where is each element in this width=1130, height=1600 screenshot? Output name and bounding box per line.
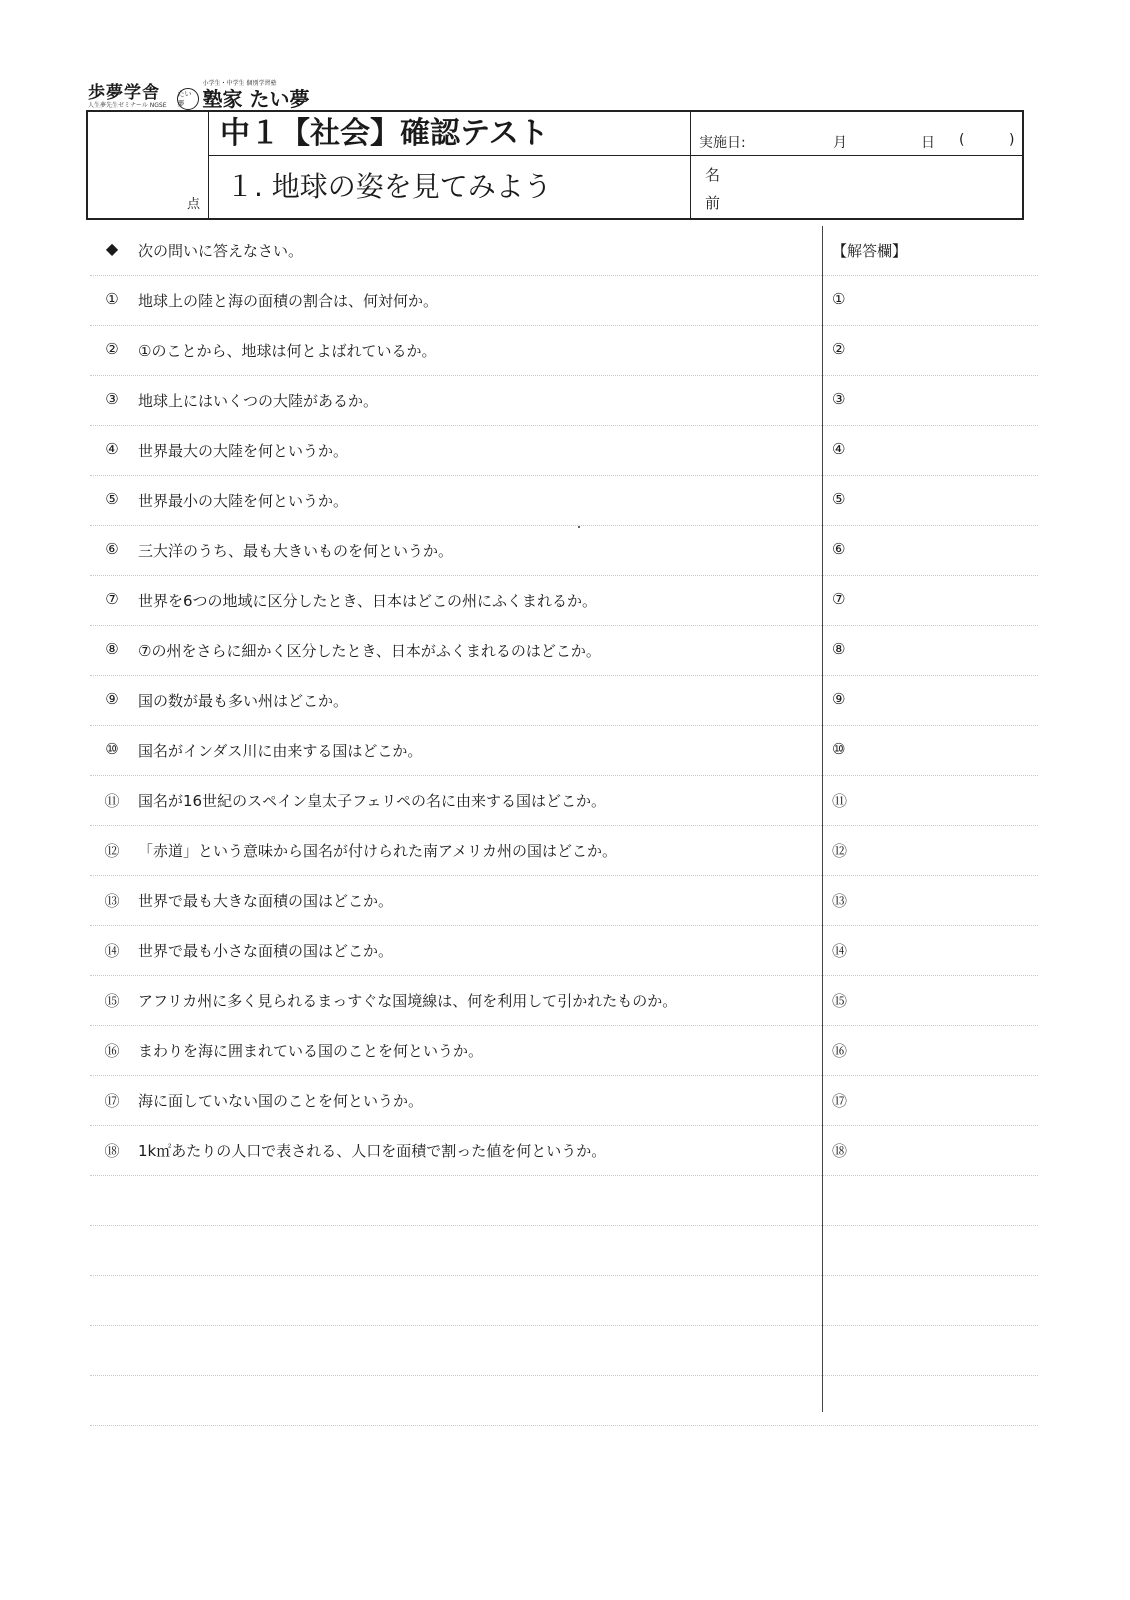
question-row	[90, 326, 1038, 376]
answer-field[interactable]: ①	[832, 290, 846, 308]
question-row	[90, 776, 1038, 826]
blank-row	[90, 1326, 1038, 1376]
answer-field[interactable]: ⑬	[832, 892, 848, 910]
question-row	[90, 1026, 1038, 1076]
page-title: 中１【社会】確認テスト	[220, 116, 549, 151]
score-box[interactable]	[88, 112, 209, 218]
question-text: アフリカ州に多く見られるまっすぐな国境線は、何を利用して引かれたものか。	[138, 992, 678, 1010]
blank-row	[90, 1376, 1038, 1426]
question-row	[90, 1126, 1038, 1176]
question-text: 国名が16世紀のスペイン皇太子フェリペの名に由来する国はどこか。	[138, 792, 607, 810]
question-row	[90, 426, 1038, 476]
answer-field[interactable]: ⑯	[832, 1042, 848, 1060]
answer-field[interactable]: ⑤	[832, 490, 846, 508]
question-number: ⑦	[105, 590, 119, 608]
date-box[interactable]	[691, 112, 1022, 156]
test-header	[86, 110, 1024, 220]
question-area	[90, 226, 1038, 1426]
brand-name: 塾家 たい夢	[202, 87, 310, 111]
school-sub: 人生夢先生ゼミナール NGSE	[88, 102, 167, 109]
weekday-paren-close: )	[1009, 132, 1015, 148]
weekday-paren-open: (	[959, 132, 965, 148]
question-number: ⑫	[104, 842, 120, 860]
question-number: ⑧	[105, 640, 119, 658]
question-text: 1k㎡あたりの人口で表される、人口を面積で割った値を何というか。	[138, 1142, 607, 1160]
answer-header: 【解答欄】	[832, 242, 908, 260]
answer-field[interactable]: ③	[832, 390, 846, 408]
question-text: まわりを海に囲まれている国のことを何というか。	[138, 1042, 484, 1060]
question-number: ⑩	[105, 740, 119, 758]
instruction-row	[90, 226, 1038, 276]
brand-mark-icon: たい夢	[177, 88, 199, 110]
question-number: ⑱	[104, 1142, 120, 1160]
question-row	[90, 376, 1038, 426]
question-text: 地球上の陸と海の面積の割合は、何対何か。	[138, 292, 439, 310]
answer-field[interactable]: ⑦	[832, 590, 846, 608]
question-text: 世界最大の大陸を何というか。	[138, 442, 349, 460]
question-number: ②	[105, 340, 119, 358]
question-text: 世界を6つの地域に区分したとき、日本はどこの州にふくまれるか。	[138, 592, 597, 610]
school-logo	[88, 84, 167, 110]
answer-field[interactable]: ⑮	[832, 992, 848, 1010]
question-text: 国の数が最も多い州はどこか。	[138, 692, 349, 710]
question-text: 世界最小の大陸を何というか。	[138, 492, 349, 510]
blank-row	[90, 1176, 1038, 1226]
question-row	[90, 276, 1038, 326]
question-text: 世界で最も小さな面積の国はどこか。	[138, 942, 394, 960]
name-box[interactable]	[691, 156, 1022, 218]
school-name: 歩夢学舎	[88, 83, 160, 103]
unit-box	[208, 156, 691, 218]
blank-row	[90, 1276, 1038, 1326]
brand-tags: 小学生・中学生 個別学習塾	[202, 80, 277, 87]
question-number: ⑥	[105, 540, 119, 558]
question-row	[90, 976, 1038, 1026]
question-number: ⑭	[104, 942, 120, 960]
date-label: 実施日:	[699, 135, 746, 151]
answer-field[interactable]: ④	[832, 440, 846, 458]
brand-logo	[177, 80, 310, 110]
question-row	[90, 476, 1038, 526]
question-text: ①のことから、地球は何とよばれているか。	[138, 342, 437, 360]
question-number: ⑨	[105, 690, 119, 708]
question-row	[90, 626, 1038, 676]
answer-field[interactable]: ⑪	[832, 792, 848, 810]
question-row	[90, 726, 1038, 776]
question-number: ①	[105, 290, 119, 308]
day-label: 日	[921, 135, 935, 151]
question-row	[90, 876, 1038, 926]
score-label: 点	[186, 197, 200, 212]
question-row	[90, 1076, 1038, 1126]
question-number: ⑪	[104, 792, 120, 810]
logo-area	[88, 80, 310, 110]
title-box	[208, 112, 691, 156]
name-label-1: 名	[705, 166, 721, 184]
question-number: ⑤	[105, 490, 119, 508]
unit-title: １. 地球の姿を見てみよう	[226, 170, 552, 203]
question-number: ⑬	[104, 892, 120, 910]
question-number: ⑯	[104, 1042, 120, 1060]
name-label-2: 前	[705, 194, 721, 212]
answer-field[interactable]: ⑭	[832, 942, 848, 960]
question-number: ④	[105, 440, 119, 458]
answer-field[interactable]: ⑱	[832, 1142, 848, 1160]
question-text: 「赤道」という意味から国名が付けられた南アメリカ州の国はどこか。	[138, 842, 617, 860]
answer-field[interactable]: ②	[832, 340, 846, 358]
question-text: 世界で最も大きな面積の国はどこか。	[138, 892, 394, 910]
answer-field[interactable]: ⑧	[832, 640, 846, 658]
question-text: 三大洋のうち、最も大きいものを何というか。	[138, 542, 454, 560]
question-text: 海に面していない国のことを何というか。	[138, 1092, 424, 1110]
blank-row	[90, 1226, 1038, 1276]
question-row	[90, 526, 1038, 576]
instruction-text: 次の問いに答えなさい。	[138, 242, 304, 260]
question-number: ⑮	[104, 992, 120, 1010]
question-row	[90, 576, 1038, 626]
question-text: 国名がインダス川に由来する国はどこか。	[138, 742, 423, 760]
answer-field[interactable]: ⑨	[832, 690, 846, 708]
question-text: ⑦の州をさらに細かく区分したとき、日本がふくまれるのはどこか。	[138, 642, 601, 660]
month-label: 月	[833, 135, 847, 151]
answer-field[interactable]: ⑩	[832, 740, 846, 758]
question-number: ③	[105, 390, 119, 408]
question-row	[90, 826, 1038, 876]
question-number: ⑰	[104, 1092, 120, 1110]
answer-field[interactable]: ⑫	[832, 842, 848, 860]
question-row	[90, 926, 1038, 976]
answer-field[interactable]: ⑥	[832, 540, 846, 558]
answer-field[interactable]: ⑰	[832, 1092, 848, 1110]
question-text: 地球上にはいくつの大陸があるか。	[138, 392, 379, 410]
diamond-icon: ◆	[105, 239, 119, 258]
question-row	[90, 676, 1038, 726]
